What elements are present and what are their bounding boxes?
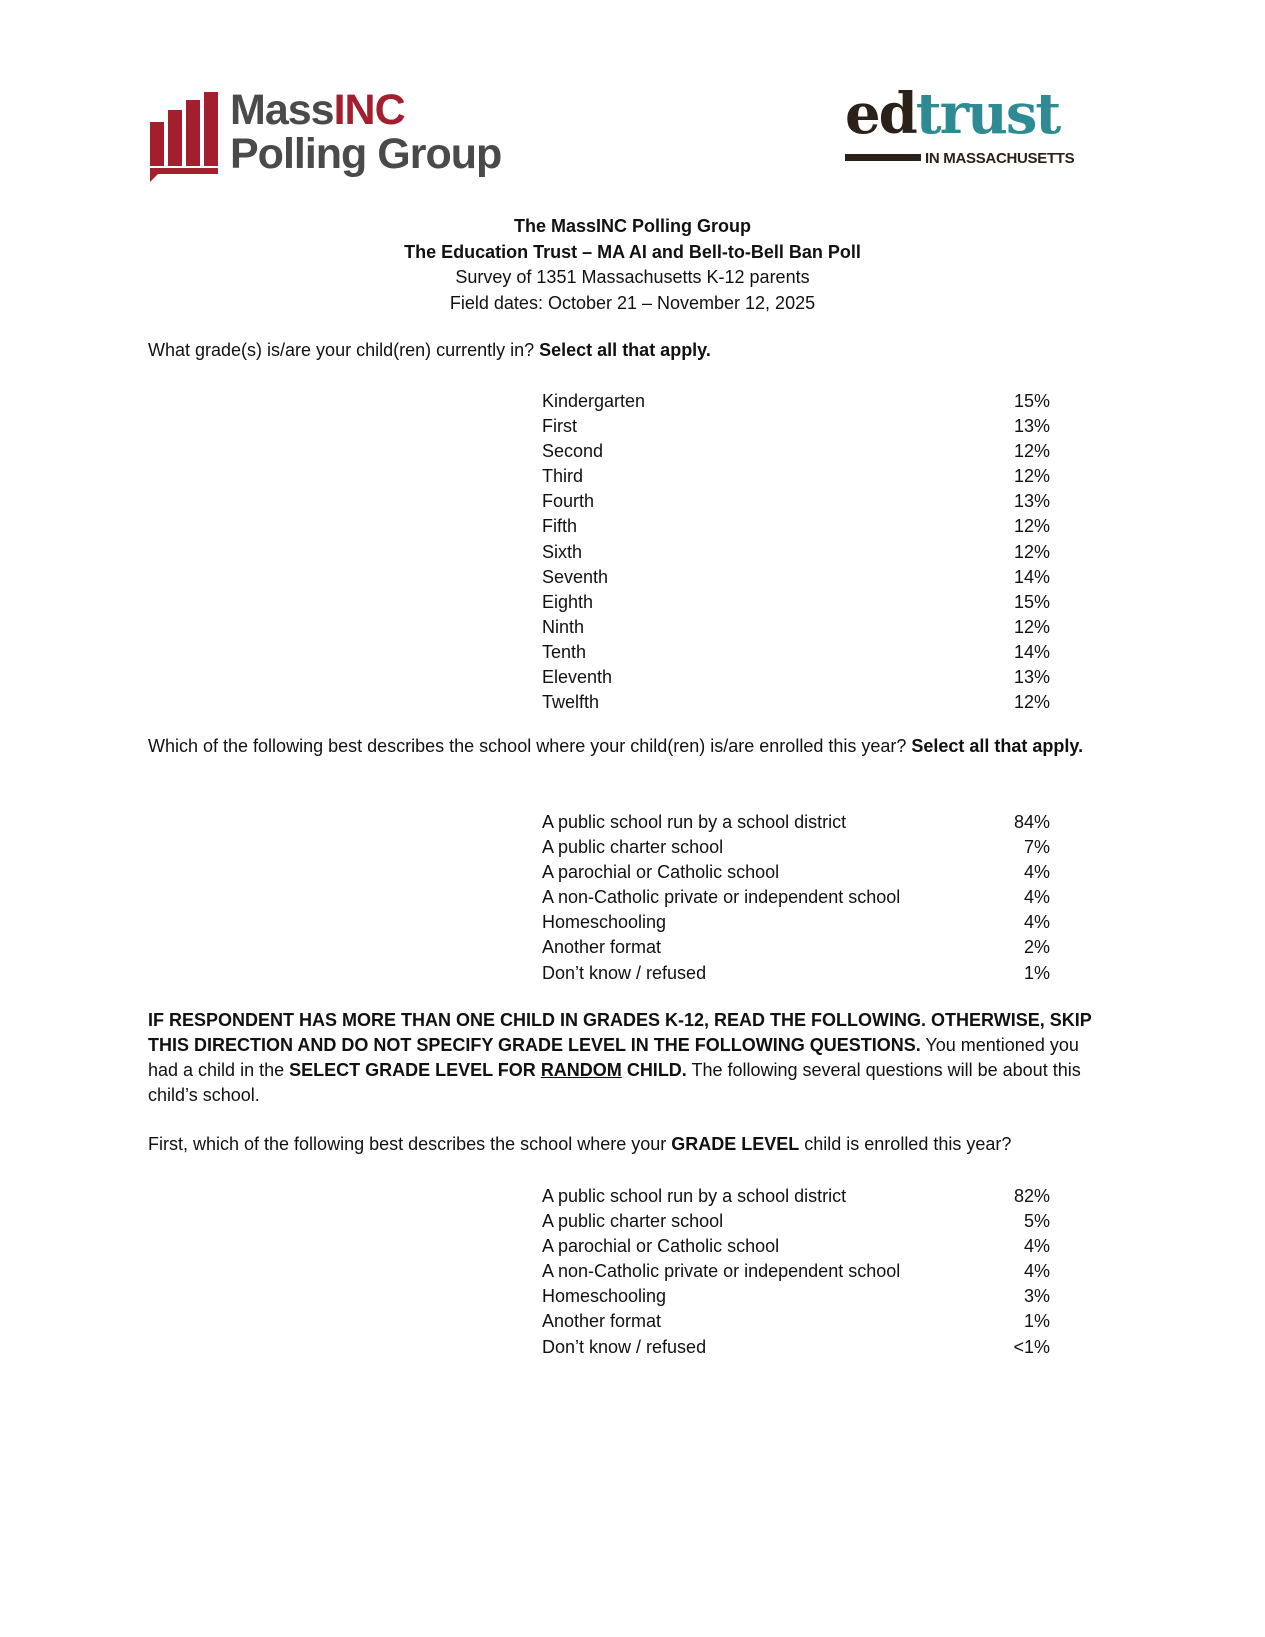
row-label: A public school run by a school district	[542, 1186, 847, 1206]
document-header	[0, 214, 1265, 316]
table-row	[542, 414, 1050, 439]
row-label: A public charter school	[542, 837, 724, 858]
question-random-child-school: First, which of the following best describes the school where your GRADE LEVEL child is enrolled this year?	[148, 1134, 1012, 1154]
row-percentage: 12%	[1013, 466, 1050, 487]
table-row	[542, 810, 1050, 835]
row-label: Sixth	[542, 541, 583, 562]
row-label: Another format	[542, 1311, 662, 1332]
row-label: Kindergarten	[542, 391, 646, 411]
row-label: Homeschooling	[542, 1286, 667, 1307]
table-row	[542, 885, 1050, 910]
row-percentage: 12%	[1013, 441, 1050, 462]
row-label: Ninth	[542, 616, 585, 637]
row-percentage: 4%	[1023, 912, 1050, 933]
header-poll-title: The Education Trust – MA AI and Bell-to-Bell Ban Poll	[404, 241, 861, 262]
row-percentage: 15%	[1013, 591, 1050, 612]
row-percentage: 12%	[1013, 692, 1050, 713]
row-label: Don’t know / refused	[542, 962, 707, 983]
row-percentage: 12%	[1013, 516, 1050, 537]
table-row	[542, 590, 1050, 615]
table-row	[542, 540, 1050, 565]
row-label: Seventh	[542, 566, 609, 587]
row-percentage: 14%	[1013, 566, 1050, 587]
massinc-wordmark: MassINC Polling Group	[230, 86, 502, 178]
table-row	[542, 1309, 1050, 1334]
row-label: A non-Catholic private or independent school	[542, 1261, 901, 1282]
table-row	[542, 935, 1050, 960]
row-label: Don’t know / refused	[542, 1336, 707, 1357]
results-table-school-type	[542, 810, 1050, 986]
table-row	[542, 1284, 1050, 1309]
table-row	[542, 489, 1050, 514]
table-row	[542, 961, 1050, 986]
table-row	[542, 565, 1050, 590]
row-percentage: 84%	[1013, 812, 1050, 832]
row-percentage: <1%	[1013, 1336, 1050, 1357]
edtrust-wordmark: edtrust	[845, 81, 1060, 147]
edtrust-logo	[845, 81, 1085, 178]
row-label: Twelfth	[542, 692, 600, 713]
row-label: Eighth	[542, 591, 594, 612]
table-row	[542, 640, 1050, 665]
row-percentage: 14%	[1013, 641, 1050, 662]
row-label: A parochial or Catholic school	[542, 862, 780, 883]
row-percentage: 5%	[1023, 1211, 1050, 1232]
row-percentage: 4%	[1023, 862, 1050, 883]
row-percentage: 13%	[1013, 667, 1050, 688]
edtrust-underline-bar	[845, 154, 921, 161]
row-label: Fourth	[542, 491, 595, 512]
table-row	[542, 615, 1050, 640]
table-row	[542, 1335, 1050, 1360]
row-percentage: 13%	[1013, 416, 1050, 437]
row-label: First	[542, 416, 577, 437]
row-label: A public school run by a school district	[542, 812, 847, 832]
table-row	[542, 514, 1050, 539]
row-label: Tenth	[542, 641, 587, 662]
table-row	[542, 690, 1050, 715]
row-percentage: 12%	[1013, 541, 1050, 562]
table-row	[542, 910, 1050, 935]
row-label: Third	[542, 466, 584, 487]
row-percentage: 7%	[1023, 837, 1050, 858]
row-percentage: 4%	[1023, 1236, 1050, 1257]
question-school-type: Which of the following best describes the school where your child(ren) is/are enrolled this year? Select all that apply.	[148, 736, 1084, 756]
interviewer-direction: IF RESPONDENT HAS MORE THAN ONE CHILD IN GRADES K-12, READ THE FOLLOWING. OTHERWISE, SKIP THIS DIRECTION AND DO NOT SPECIFY GRADE LEVEL IN THE FOLLOWING QUESTIONS. You mentioned you had a child in the SELECT GRADE LEVEL FOR RANDOM CHILD. The following several questions will be about this child’s school.	[148, 1010, 1092, 1105]
row-percentage: 1%	[1023, 962, 1050, 983]
row-percentage: 1%	[1023, 1311, 1050, 1332]
table-row	[542, 1259, 1050, 1284]
question-grade: What grade(s) is/are your child(ren) currently in? Select all that apply.	[148, 340, 711, 360]
row-label: Second	[542, 441, 604, 462]
table-row	[542, 835, 1050, 860]
table-row	[542, 1184, 1050, 1209]
table-row	[542, 439, 1050, 464]
row-percentage: 82%	[1013, 1186, 1050, 1206]
table-row	[542, 1234, 1050, 1259]
row-label: Fifth	[542, 516, 578, 537]
table-row	[542, 665, 1050, 690]
row-label: A parochial or Catholic school	[542, 1236, 780, 1257]
row-label: Eleventh	[542, 667, 613, 688]
table-row	[542, 464, 1050, 489]
table-row	[542, 860, 1050, 885]
row-percentage: 2%	[1023, 937, 1050, 958]
bar-chart-logo-icon	[150, 92, 224, 184]
row-percentage: 4%	[1023, 887, 1050, 908]
table-row	[542, 389, 1050, 414]
row-label: A non-Catholic private or independent school	[542, 887, 901, 908]
row-label: Another format	[542, 937, 662, 958]
row-label: A public charter school	[542, 1211, 724, 1232]
header-survey-description: Survey of 1351 Massachusetts K-12 parents	[455, 267, 810, 287]
row-percentage: 15%	[1013, 391, 1050, 411]
row-label: Homeschooling	[542, 912, 667, 933]
row-percentage: 13%	[1013, 491, 1050, 512]
table-row	[542, 1209, 1050, 1234]
row-percentage: 12%	[1013, 616, 1050, 637]
edtrust-subtitle: IN MASSACHUSETTS	[925, 150, 1075, 167]
row-percentage: 4%	[1023, 1261, 1050, 1282]
results-table-grade	[542, 389, 1050, 715]
massinc-logo	[150, 86, 540, 188]
results-table-random-child-school	[542, 1184, 1050, 1360]
header-org: The MassINC Polling Group	[513, 216, 751, 236]
header-field-dates: Field dates: October 21 – November 12, 2025	[449, 292, 816, 313]
row-percentage: 3%	[1023, 1286, 1050, 1307]
